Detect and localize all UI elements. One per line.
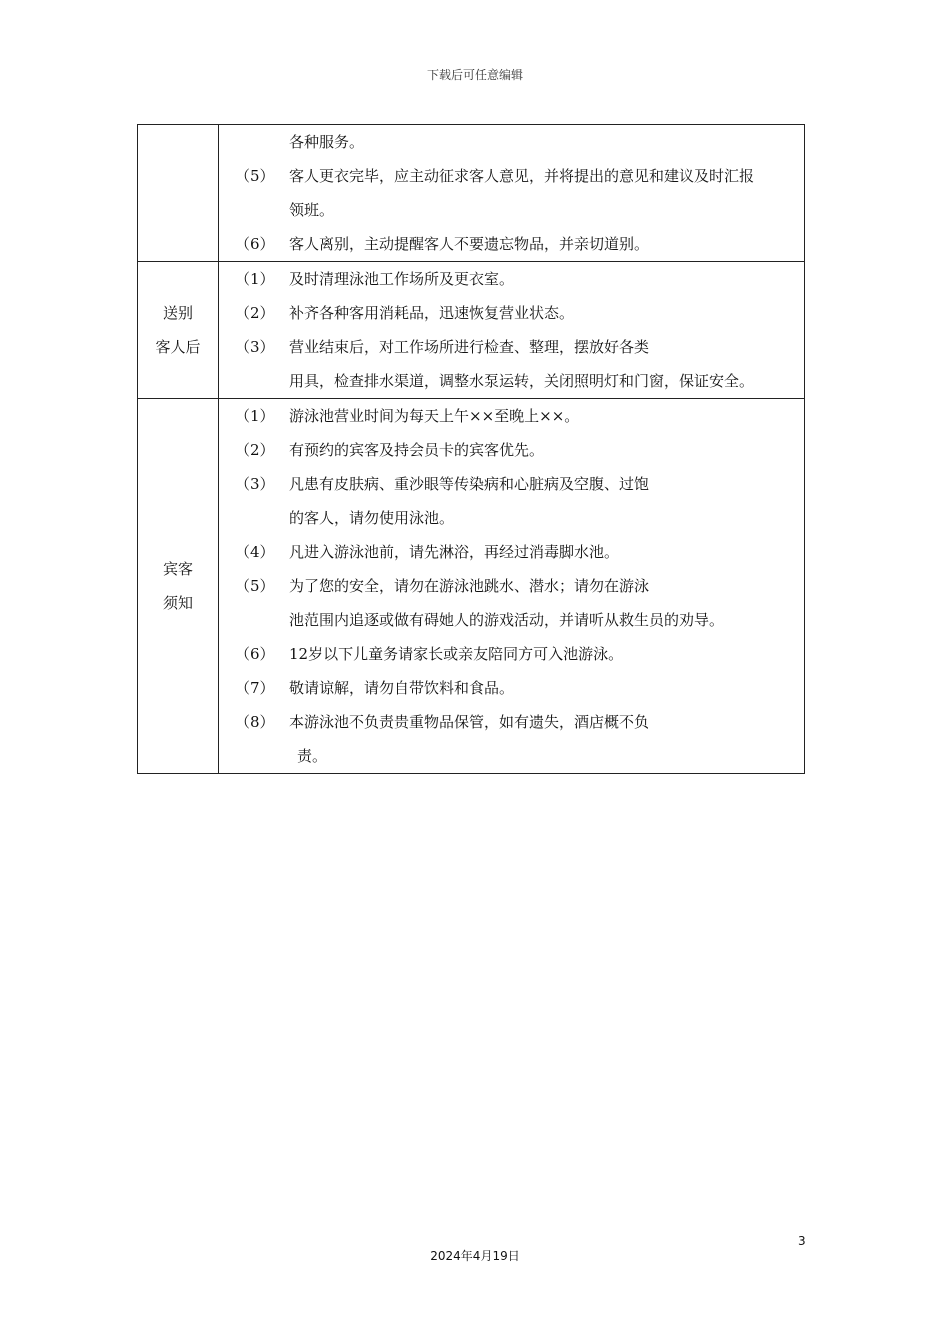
item-number: （5） [235, 577, 275, 595]
list-item [235, 399, 800, 433]
item-text: 营业结束后，对工作场所进行检查、整理，摆放好各类 [289, 338, 650, 356]
list-item [235, 296, 800, 330]
row-content-cell [219, 262, 805, 399]
rules-table [137, 124, 805, 774]
item-number: （3） [235, 475, 275, 493]
page-header: 下载后可任意编辑 [426, 68, 523, 82]
item-text: 本游泳池不负责贵重物品保管，如有遗失，酒店概不负 [289, 713, 650, 731]
list-item [235, 364, 800, 398]
item-text: 12岁以下儿童务请家长或亲友陪同方可入池游泳。 [289, 645, 624, 663]
row-label: 须知 [162, 594, 193, 612]
item-text: 各种服务。 [289, 133, 365, 151]
item-text: 凡患有皮肤病、重沙眼等传染病和心脏病及空腹、过饱 [289, 475, 650, 493]
list-item [235, 262, 800, 296]
list-item [235, 671, 800, 705]
list-item [235, 193, 800, 227]
item-text: 客人更衣完毕，应主动征求客人意见，并将提出的意见和建议及时汇报 [289, 167, 755, 185]
row-label-cell [138, 262, 219, 399]
row-label: 宾客 [162, 560, 193, 578]
list-item [235, 739, 800, 773]
list-item [235, 467, 800, 501]
item-text: 为了您的安全，请勿在游泳池跳水、潜水；请勿在游泳 [289, 577, 650, 595]
item-text: 池范围内追逐或做有碍她人的游戏活动，并请听从救生员的劝导。 [289, 611, 725, 629]
item-text: 补齐各种客用消耗品，迅速恢复营业状态。 [289, 304, 575, 322]
row-content-cell [219, 399, 805, 774]
item-text: 凡进入游泳池前，请先淋浴，再经过消毒脚水池。 [289, 543, 620, 561]
list-item [235, 535, 800, 569]
table-row [138, 262, 805, 399]
list-item [235, 433, 800, 467]
item-text: 用具，检查排水渠道，调整水泵运转，关闭照明灯和门窗，保证安全。 [289, 372, 755, 390]
list-item [235, 227, 800, 261]
item-number: （6） [235, 645, 275, 663]
list-item [235, 501, 800, 535]
item-text: 及时清理泳池工作场所及更衣室。 [289, 270, 515, 288]
item-number: （8） [235, 713, 275, 731]
list-item [235, 569, 800, 603]
list-item [235, 159, 800, 193]
table-row [138, 399, 805, 774]
item-number: （4） [235, 543, 275, 561]
item-number: （6） [235, 235, 275, 253]
list-item [235, 125, 800, 159]
list-item [235, 330, 800, 364]
list-item [235, 637, 800, 671]
item-text: 敬请谅解，请勿自带饮料和食品。 [289, 679, 515, 697]
footer-date: 2024年4月19日 [430, 1249, 520, 1263]
row-label-cell [138, 125, 219, 262]
page-number: 3 [798, 1234, 806, 1248]
item-text: 责。 [297, 747, 328, 765]
item-number: （1） [235, 407, 275, 425]
table-row [138, 125, 805, 262]
item-number: （2） [235, 304, 275, 322]
item-text: 的客人，请勿使用泳池。 [289, 509, 455, 527]
list-item [235, 705, 800, 739]
item-number: （7） [235, 679, 275, 697]
row-label: 送别 [162, 304, 193, 322]
row-label-cell [138, 399, 219, 774]
item-text: 客人离别，主动提醒客人不要遗忘物品，并亲切道别。 [289, 235, 650, 253]
row-content-cell [219, 125, 805, 262]
item-number: （2） [235, 441, 275, 459]
row-label: 客人后 [155, 338, 201, 356]
item-text: 有预约的宾客及持会员卡的宾客优先。 [289, 441, 545, 459]
item-text: 游泳池营业时间为每天上午××至晚上××。 [289, 407, 580, 425]
item-text: 领班。 [289, 201, 335, 219]
item-number: （5） [235, 167, 275, 185]
list-item [235, 603, 800, 637]
item-number: （1） [235, 270, 275, 288]
item-number: （3） [235, 338, 275, 356]
